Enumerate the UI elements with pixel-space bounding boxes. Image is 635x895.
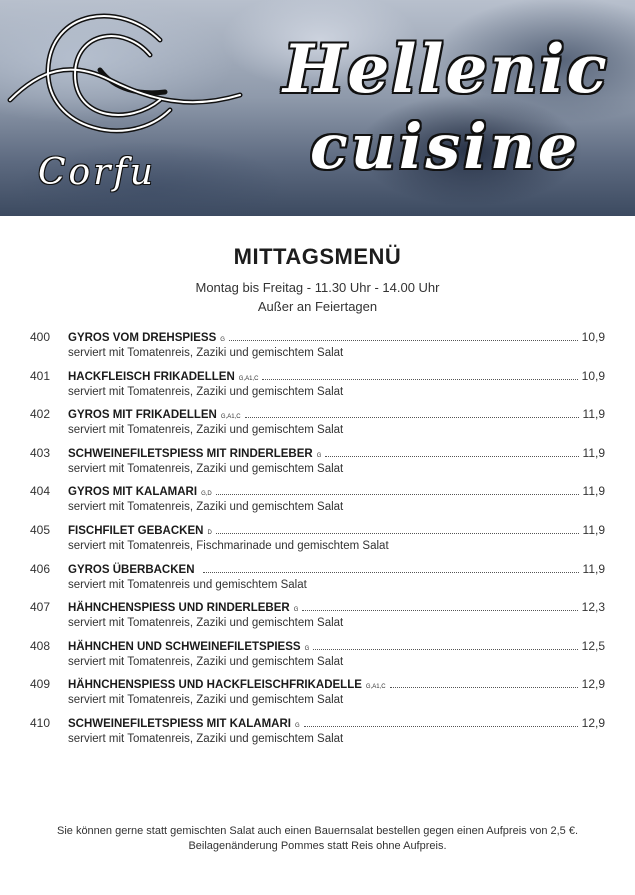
item-description: serviert mit Tomatenreis, Zaziki und gemischtem Salat [68, 732, 344, 745]
item-name: GYROS MIT KALAMARI [68, 486, 198, 499]
item-number: 403 [30, 445, 51, 460]
item-number: 407 [30, 600, 51, 615]
item-allergens: G [316, 452, 322, 459]
item-price: 11,9 [582, 445, 605, 460]
script-title-hellenic: Hellenic [283, 30, 609, 108]
item-description: serviert mit Tomatenreis, Zaziki und gemischtem Salat [68, 501, 344, 514]
item-description: serviert mit Tomatenreis, Zaziki und gemischtem Salat [68, 385, 344, 398]
item-description: serviert mit Tomatenreis, Zaziki und gemischtem Salat [68, 347, 344, 359]
item-number: 406 [30, 561, 51, 576]
leader-dots [216, 485, 579, 495]
item-price: 10,9 [581, 368, 605, 383]
item-price: 11,9 [582, 484, 605, 499]
item-allergens: G,A1,C [238, 375, 259, 382]
leader-dots [390, 678, 578, 688]
opening-hours: Montag bis Freitag - 11.30 Uhr - 14.00 Uhr [195, 280, 440, 295]
item-allergens: G [293, 607, 299, 614]
item-name: HÄHNCHENSPIESS UND RINDERLEBER [68, 602, 290, 615]
item-description: serviert mit Tomatenreis, Zaziki und gemischtem Salat [68, 617, 344, 630]
item-description: serviert mit Tomatenreis, Zaziki und gemischtem Salat [68, 424, 344, 437]
item-number: 409 [30, 677, 51, 692]
item-name: HÄHNCHENSPIESS UND HACKFLEISCHFRIKADELLE [68, 679, 362, 692]
item-description: serviert mit Tomatenreis, Fischmarinade und gemischtem Salat [68, 539, 389, 552]
item-price: 12,3 [581, 600, 605, 615]
item-description: serviert mit Tomatenreis und gemischtem Salat [68, 578, 307, 591]
item-number: 405 [30, 522, 51, 537]
menu-item [30, 716, 605, 755]
leader-dots [229, 331, 578, 341]
footer-note-salad: Sie können gerne statt gemischten Salat auch einen Bauernsalat bestellen gegen einen Aufpreis von 2,5 €. [56, 825, 579, 837]
item-name: GYROS MIT FRIKADELLEN [68, 409, 217, 422]
menu-item [30, 639, 605, 678]
logo-corfu-text: Corfu [38, 152, 156, 193]
item-name: SCHWEINEFILETSPIESS MIT KALAMARI [68, 717, 291, 730]
item-name: HÄHNCHEN UND SCHWEINEFILETSPIESS [68, 640, 301, 653]
leader-dots [304, 717, 578, 727]
item-price: 11,9 [582, 407, 605, 422]
script-title-cuisine: cuisine [310, 110, 581, 183]
item-number: 401 [30, 368, 51, 383]
menu-item [30, 600, 605, 639]
leader-dots [216, 524, 579, 534]
item-price: 11,9 [582, 561, 605, 576]
item-number: 400 [30, 330, 51, 344]
item-allergens: G [294, 722, 300, 729]
item-price: 11,9 [582, 522, 605, 537]
item-name: FISCHFILET GEBACKEN [68, 524, 204, 537]
item-name: GYROS ÜBERBACKEN [68, 563, 195, 576]
item-price: 10,9 [581, 330, 605, 344]
menu-item [30, 369, 605, 408]
item-price: 12,9 [581, 677, 605, 692]
holiday-note: Außer an Feiertagen [257, 299, 378, 314]
item-name: SCHWEINEFILETSPIESS MIT RINDERLEBER [68, 447, 313, 460]
item-allergens: G,A1,C [365, 684, 386, 691]
item-allergens: D [207, 529, 212, 536]
leader-dots [262, 370, 577, 380]
item-description: serviert mit Tomatenreis, Zaziki und gemischtem Salat [68, 694, 344, 707]
header-banner [0, 0, 635, 216]
leader-dots [325, 447, 578, 457]
item-name: HACKFLEISCH FRIKADELLEN [68, 370, 235, 383]
item-description: serviert mit Tomatenreis, Zaziki und gemischtem Salat [68, 655, 344, 668]
item-number: 404 [30, 484, 51, 499]
item-allergens: G,D [201, 491, 212, 498]
item-number: 402 [30, 407, 51, 422]
menu-item [30, 407, 605, 446]
footer-note-sides: Beilagenänderung Pommes statt Reis ohne Aufpreis. [188, 840, 447, 852]
item-number: 408 [30, 638, 51, 653]
menu-item [30, 523, 605, 562]
leader-dots [302, 601, 577, 611]
item-number: 410 [30, 715, 51, 730]
item-allergens: G [220, 337, 225, 343]
item-allergens: G [304, 645, 310, 652]
leader-dots [245, 408, 579, 418]
item-description: serviert mit Tomatenreis, Zaziki und gemischtem Salat [68, 462, 344, 475]
menu-item [30, 484, 605, 523]
menu-item [30, 562, 605, 601]
leader-dots [313, 640, 577, 650]
menu-items-list [30, 330, 605, 755]
item-name: GYROS VOM DREHSPIESS [68, 332, 217, 344]
leader-dots [203, 563, 579, 573]
menu-item [30, 677, 605, 716]
item-price: 12,9 [581, 715, 605, 730]
item-allergens: G,A1,C [220, 414, 241, 421]
menu-item [30, 446, 605, 485]
menu-item [30, 330, 605, 369]
menu-title: MITTAGSMENÜ [233, 244, 402, 269]
item-price: 12,5 [581, 638, 605, 653]
